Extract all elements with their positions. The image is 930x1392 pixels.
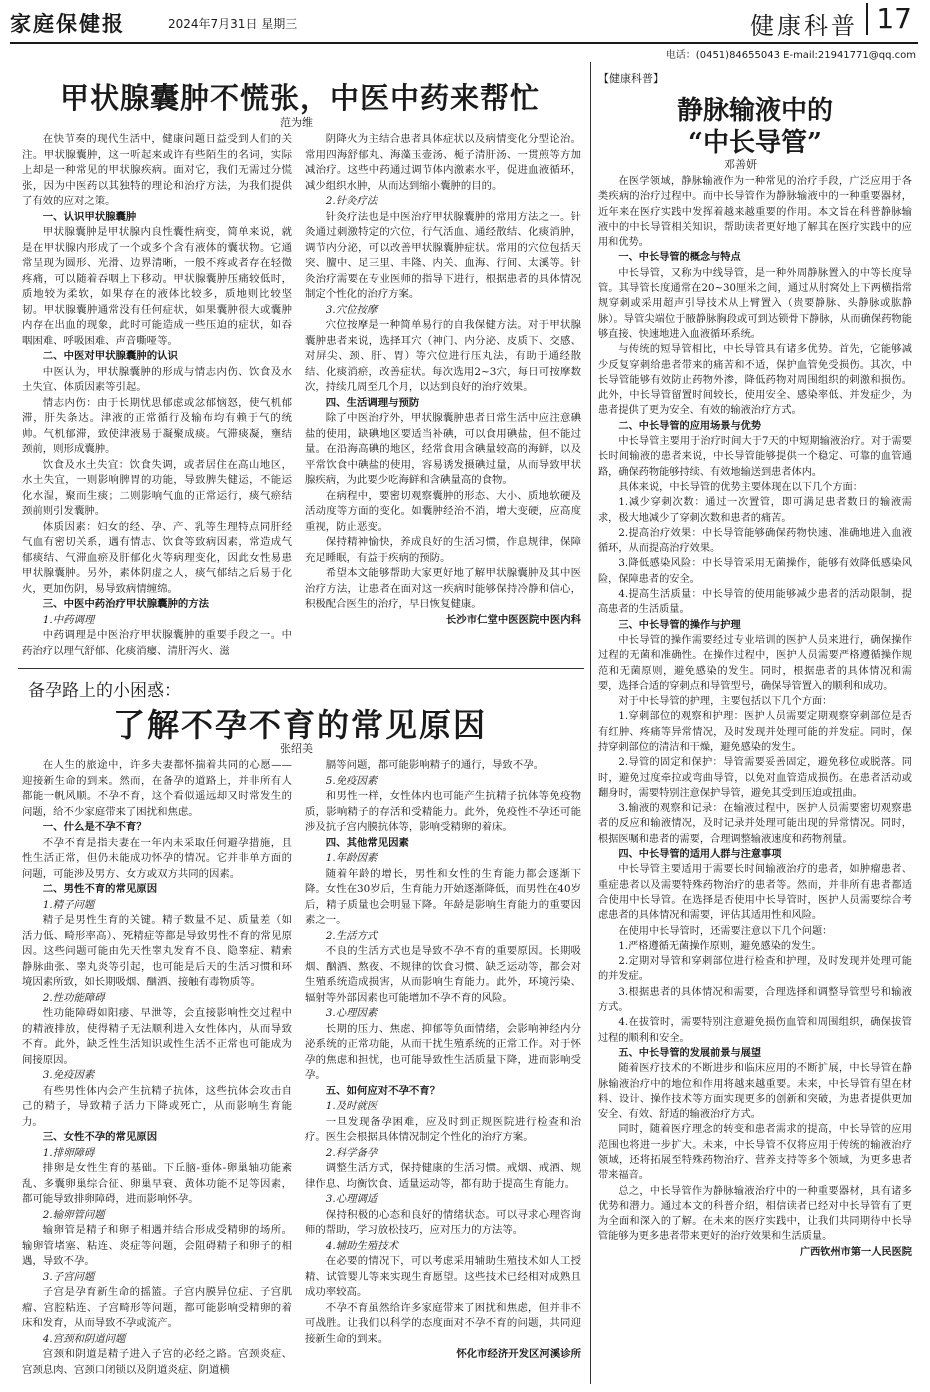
paragraph: 总之，中长导管作为静脉输液治疗中的一种重要器材，具有诸多优势和潜力。通过本文的科普介绍，相信读者已经对中长导管有了更为全面和深入的了解。在未来的医疗实践中，让我们共同期待中长导管能够为更多患者带来更好的治疗效果和生活质量。 <box>598 1185 912 1243</box>
paragraph: 保持精神愉快，养成良好的生活习惯，作息规律，保障充足睡眠，有益于疾病的预防。 <box>305 536 581 564</box>
source-line: 长沙市仁堂中医医院中医内科 <box>445 613 581 626</box>
article2-pretitle: 备孕路上的小困惑： <box>28 681 181 701</box>
paragraph: 情志内伤：由于长期忧思郁虑或忿郁恼怒，使气机郁滞，肝失条达。津液的正常循行及输布均有赖于气的统帅。气机郁滞，致使津液易于凝聚成痰。气滞痰凝，壅结颈前，则形成囊肿。 <box>22 396 292 455</box>
subheading: 3.心理因素 <box>325 1007 378 1019</box>
numbered-item: 2.导管的固定和保护：导管需要妥善固定，避免移位或脱落。同时，避免过度牵拉或弯曲导管，以免对血管造成损伤。在患者活动或翻身时，需要特别注意保护导管，避免其受到压迫或扭曲。 <box>598 757 912 799</box>
paragraph: 阴降火为主结合患者具体症状以及病情变化分型论治。常用四海舒郁丸、海藻玉壶汤、栀子清肝汤、一贯煎等方加减治疗。这些中药通过调节体内激素水平，促进血液循环，减少组织水肿，从而达到缩小囊肿的目的。 <box>305 133 581 192</box>
paragraph: 不良的生活方式也是导致不孕不育的重要原因。长期吸烟、酗酒、熬夜、不规律的饮食习惯、缺乏运动等，都会对生殖系统造成损害，从而影响生育能力。此外，环境污染、辐射等外部因素也可能增加不孕不育的风险。 <box>305 945 581 1004</box>
numbered-item: 3.根据患者的具体情况和需要，合理选择和调整导管型号和输液方式。 <box>598 986 912 1014</box>
section-heading: 二、中长导管的应用场景与优势 <box>618 420 762 432</box>
section-heading: 三、中医中药治疗甲状腺囊肿的方法 <box>42 598 210 610</box>
paragraph: 希望本文能够帮助大家更好地了解甲状腺囊肿及其中医治疗方法，让患者在面对这一疾病时能够保持冷静和信心，积极配合医生的治疗，早日恢复健康。 <box>305 567 581 610</box>
article3-body <box>598 174 912 1386</box>
column-divider <box>590 62 591 1384</box>
article3-title-line1: 静脉输液中的 <box>676 96 833 126</box>
paragraph: 穴位按摩是一种简单易行的自我保健方法。对于甲状腺囊肿患者来说，选择耳穴（神门、内分泌、皮质下、交感、对屏尖、颈、肝、胃）等穴位进行压丸法，有助于通经散结、化痰消瘀，改善症状。每次选用2~3穴，每日可按摩数次，持续几周至几个月，以达到良好的治疗效果。 <box>305 319 581 393</box>
subheading: 1.及时就医 <box>325 1100 378 1112</box>
article1-author: 范为维 <box>280 116 313 129</box>
section-heading: 五、如何应对不孕不育？ <box>325 1084 441 1097</box>
paragraph: 同时，随着医疗理念的转变和患者需求的提高，中长导管的应用范围也将进一步扩大。未来，中长导管不仅将应用于传统的输液治疗领域，还将拓展至特殊药物治疗、营养支持等多个领域，为更多患者带来福音。 <box>598 1124 912 1182</box>
paper-name: 家庭保健报 <box>10 11 125 36</box>
numbered-item: 1.严格遵循无菌操作原则，避免感染的发生。 <box>618 940 822 952</box>
section-heading: 三、女性不孕的常见原因 <box>42 1131 158 1143</box>
source-line: 广西钦州市第一人民医院 <box>799 1246 912 1258</box>
subheading: 2.科学备孕 <box>325 1146 378 1159</box>
subheading: 1.年龄因素 <box>325 852 378 864</box>
subheading: 3.心理调适 <box>325 1193 378 1205</box>
section-heading: 一、中长导管的概念与特点 <box>618 252 741 264</box>
paragraph: 不孕不育虽然给许多家庭带来了困扰和焦虑，但并非不可战胜。让我们以科学的态度面对不孕不育的问题，共同迎接新生命的到来。 <box>305 1301 581 1345</box>
paragraph: 饮食及水土失宜：饮食失调，或者居住在高山地区，水土失宜，一则影响脾胃的功能，导致脾失健运，不能运化水湿，聚而生痰；二则影响气血的正常运行，痰气瘀结颈前则引发囊肿。 <box>22 458 292 517</box>
section-heading: 一、什么是不孕不育？ <box>42 821 147 833</box>
subheading: 2.输卵管问题 <box>42 1208 105 1221</box>
subheading: 3.穴位按摩 <box>325 303 378 316</box>
paragraph: 中医认为，甲状腺囊肿的形成与情志内伤、饮食及水土失宜、体质因素等引起。 <box>22 365 292 393</box>
subheading: 2.生活方式 <box>325 929 378 942</box>
masthead-rule <box>10 42 918 44</box>
article2-title: 了解不孕不育的常见原因 <box>112 706 487 744</box>
paragraph: 中长导管主要用于治疗时间大于7天的中短期输液治疗。对于需要长时间输液的患者来说，中长导管能够提供一个稳定、可靠的血管通路，确保药物能够持续、有效地输送到患者体内。 <box>598 436 912 478</box>
article1-column-1 <box>22 132 292 660</box>
paragraph: 与传统的短导管相比，中长导管具有诸多优势。首先，它能够减少反复穿刺给患者带来的痛苦和不适，保护血管免受损伤。其次，中长导管能够有效防止药物外渗，降低药物对周围组织的刺激和损伤。此外，中长导管留置时间较长，使用安全、感染率低、并发症少，为患者提供了更为安全、有效的输液治疗方式。 <box>598 344 912 417</box>
subheading: 1.排卵障碍 <box>42 1146 95 1159</box>
paragraph: 保持积极的心态和良好的情绪状态。可以寻求心理咨询师的帮助，学习放松技巧，应对压力的方法等。 <box>305 1208 581 1236</box>
paragraph: 和男性一样，女性体内也可能产生抗精子抗体等免疫物质，影响精子的存活和受精能力。此外，免疫性不孕还可能涉及抗子宫内膜抗体等，影响受精卵的着床。 <box>305 790 581 833</box>
article3-author: 邓善妍 <box>724 158 757 171</box>
section-heading: 四、其他常见因素 <box>325 836 409 849</box>
masthead <box>0 0 930 44</box>
numbered-item: 4.在拔管时，需要特别注意避免损伤血管和周围组织，确保拔管过程的顺利和安全。 <box>598 1017 912 1044</box>
paragraph: 对于中长导管的护理，主要包括以下几个方面： <box>618 696 833 708</box>
paragraph: 体质因素：妇女的经、孕、产、乳等生理特点同肝经气血有密切关系，遇有情志、饮食等致病因素，常造成气郁痰结、气滞血瘀及肝郁化火等病理变化，因此女性易患甲状腺囊肿。另外，素体阴虚之人，痰气郁结之后易于化火，更加伤阴，易导致病情缠绵。 <box>22 520 292 595</box>
section-heading: 二、男性不育的常见原因 <box>42 883 158 895</box>
subheading: 3.子宫问题 <box>42 1270 95 1283</box>
paragraph: 不孕不育是指夫妻在一年内未采取任何避孕措施，且性生活正常，但仍未能成功怀孕的情况。它并非单方面的问题，可能涉及男方、女方或双方共同的因素。 <box>22 836 292 880</box>
issue-date: 2024年7月31日 星期三 <box>168 17 298 31</box>
subheading: 5.免疫因素 <box>325 774 378 787</box>
numbered-item: 2.定期对导管和穿刺部位进行检查和护理，及时发现并处理可能的并发症。 <box>598 956 912 983</box>
paragraph: 性功能障碍如阳痿、早泄等，会直接影响性交过程中的精液排放，使得精子无法顺利进入女性体内，从而导致不育。此外，缺乏性生活知识或性生活不正常也可能成为间接原因。 <box>22 1007 292 1066</box>
paragraph: 子宫是孕育新生命的摇篮。子宫内膜异位症、子宫肌瘤、宫腔粘连、子宫畸形等问题，都可能影响受精卵的着床和发育，从而导致不孕或流产。 <box>22 1286 292 1329</box>
article2-author: 张绍美 <box>280 742 313 755</box>
numbered-item: 2.提高治疗效果：中长导管能够确保药物快速、准确地进入血液循环，从而提高治疗效果。 <box>598 527 912 555</box>
paragraph: 在人生的旅途中，许多夫妻都怀揣着共同的心愿——迎接新生命的到来。然而，在备孕的道路上，并非所有人都能一帆风顺。不孕不育，这个看似遥远却又时常发生的问题，给不少家庭带来了困扰和焦虑。 <box>22 759 292 818</box>
subheading: 3.免疫因素 <box>42 1069 95 1081</box>
section-heading: 二、中医对甲状腺囊肿的认识 <box>42 350 178 362</box>
paragraph: 输卵管是精子和卵子相遇并结合形成受精卵的场所。输卵管堵塞、粘连、炎症等问题，会阻碍精子和卵子的相遇，导致不孕。 <box>22 1224 292 1267</box>
paragraph: 在使用中长导管时，还需要注意以下几个问题： <box>618 925 833 937</box>
numbered-item: 1.穿刺部位的观察和护理：医护人员需要定期观察穿刺部位是否有红肿、疼痛等异常情况，及时发现并处理可能的并发症。同时，保持穿刺部位的清洁和干燥，避免感染的发生。 <box>598 711 912 753</box>
article3-title-line2: “中长导管” <box>688 128 822 158</box>
article1-title: 甲状腺囊肿不慌张，中医中药来帮忙 <box>59 81 540 115</box>
paragraph: 中长导管，又称为中线导管，是一种外周静脉置入的中等长度导管。其导管长度通常在20~30厘米之间，通过从肘窝处上下两横指常规穿刺或采用超声引导技术从上臂置入（贵要静脉、头静脉或肱静脉）。导管尖端位于腋静脉胸段或可到达锁骨下静脉，从而确保药物能够直接、快速地进入血液循环系统。 <box>598 267 912 340</box>
paragraph: 在必要的情况下，可以考虑采用辅助生殖技术如人工授精、试管婴儿等来实现生育愿望。这些技术已经相对成熟且成功率较高。 <box>305 1255 581 1298</box>
paragraph: 甲状腺囊肿是甲状腺内良性囊性病变，简单来说，就是在甲状腺内形成了一个或多个含有液体的囊状物。它通常呈现为圆形、光滑、边界清晰，一般不疼或者存在轻微疼痛，可以随着吞咽上下移动。甲状腺囊肿压痛较低时，质地较为柔软，如果存在的液体比较多，质地则比较坚韧。甲状腺囊肿通常没有任何症状，如果囊肿很大或囊肿内存在出血的现象，此时可能造成一些压迫的症状，如吞咽困难、呼吸困难、声音嘶哑等。 <box>22 226 292 347</box>
paragraph: 在病程中，要密切观察囊肿的形态、大小、质地软硬及活动度等方面的变化。如囊肿经治不消，增大变硬，应高度重视，防止恶变。 <box>305 489 581 533</box>
numbered-item: 4.提高生活质量：中长导管的使用能够减少患者的活动限制，提高患者的生活质量。 <box>598 589 912 616</box>
subheading: 2.性功能障碍 <box>42 991 105 1004</box>
paragraph: 中长导管主要适用于需要长时间输液治疗的患者，如肿瘤患者、重症患者以及需要特殊药物治疗的患者等。然而，并非所有患者都适合使用中长导管。在选择是否使用中长导管时，医护人员需要综合考虑患者的具体情况和需要，评估其适用性和风险。 <box>598 864 912 922</box>
paragraph: 宫颈和阴道是精子进入子宫的必经之路。宫颈炎症、宫颈息肉、宫颈口闭锁以及阴道炎症、阴道横 <box>22 1348 292 1376</box>
section-name: 健康科普 <box>750 12 858 40</box>
section-heading: 四、中长导管的适用人群与注意事项 <box>618 849 782 861</box>
article2-column-2 <box>305 758 581 1386</box>
article2-column-1 <box>22 758 292 1386</box>
paragraph: 中药调理是中医治疗甲状腺囊肿的重要手段之一。中药治疗以理气舒郁、化痰消瘿、清肝泻火、滋 <box>22 629 292 657</box>
contact-line: 电话：(0451)84655043 E-mail:21941771@qq.com <box>665 50 916 61</box>
paragraph: 调整生活方式，保持健康的生活习惯。戒烟、戒酒、规律作息、均衡饮食、适量运动等，都有助于提高生育能力。 <box>305 1162 581 1190</box>
subheading: 2.针灸疗法 <box>325 195 378 207</box>
paragraph: 膈等问题，都可能影响精子的通行，导致不孕。 <box>325 759 544 771</box>
paragraph: 针灸疗法也是中医治疗甲状腺囊肿的常用方法之一。针灸通过刺激特定的穴位，行气活血、通经散结、化痰消肿，调节内分泌，可以改善甲状腺囊肿症状。常用的穴位包括天突、膻中、足三里、丰隆、内关、血海、行间、太溪等。针灸治疗需要在专业医师的指导下进行，根据患者的具体情况制定个性化的治疗方案。 <box>305 210 581 300</box>
paragraph: 中长导管的操作需要经过专业培训的医护人员来进行，确保操作过程的无菌和准确性。在操作过程中，医护人员需要严格遵循操作规范和无菌原则，避免感染的发生。同时，根据患者的具体情况和需要，选择合适的穿刺点和导管型号，确保导管置入的顺利和成功。 <box>598 634 912 692</box>
section-heading: 五、中长导管的发展前景与展望 <box>618 1047 762 1059</box>
paragraph: 一旦发现备孕困难，应及时到正规医院进行检查和治疗。医生会根据具体情况制定个性化的治疗方案。 <box>305 1115 581 1143</box>
paragraph: 随着医疗技术的不断进步和临床应用的不断扩展，中长导管在静脉输液治疗中的地位和作用将越来越重要。未来，中长导管有望在材料、设计、操作技术等方面实现更多的创新和突破，为患者提供更加安全、有效、舒适的输液治疗方式。 <box>598 1063 912 1121</box>
page-number: 17 <box>866 3 912 35</box>
section-heading: 三、中长导管的操作与护理 <box>618 619 741 631</box>
subheading: 4.辅助生殖技术 <box>325 1239 399 1252</box>
numbered-item: 3.输液的观察和记录：在输液过程中，医护人员需要密切观察患者的反应和输液情况，及时记录并处理可能出现的异常情况。同时，根据医嘱和患者的需要，合理调整输液速度和药物剂量。 <box>598 803 912 845</box>
article3-tag: 【健康科普】 <box>598 72 664 85</box>
numbered-item: 1.减少穿刺次数：通过一次置管，即可满足患者数日的输液需求，极大地减少了穿刺次数和患者的痛苦。 <box>598 497 912 524</box>
paragraph: 随着年龄的增长，男性和女性的生育能力都会逐渐下降。女性在30岁后，生育能力开始逐渐降低，而男性在40岁后，精子质量也会明显下降。年龄是影响生育能力的重要因素之一。 <box>305 867 581 926</box>
subheading: 1.中药调理 <box>42 613 95 626</box>
section-heading: 四、生活调理与预防 <box>325 396 420 409</box>
paragraph: 除了中医治疗外，甲状腺囊肿患者日常生活中应注意碘盐的使用，缺碘地区要适当补碘，可以食用碘盐，但不能过量。在沿海高碘的地区，经常食用含碘量较高的海鲜，以及平常饮食中碘盐的使用，容易诱发摄碘过量，从而导致甲状腺疾病，为此要少吃海鲜和含碘量高的食物。 <box>305 412 581 486</box>
paragraph: 在医学领域，静脉输液作为一种常见的治疗手段，广泛应用于各类疾病的治疗过程中。而中长导管作为静脉输液中的一种重要器材，近年来在医疗实践中发挥着越来越重要的作用。本文旨在科普静脉输液中的中长导管相关知识，帮助读者更好地了解其在医疗实践中的应用和优势。 <box>598 176 912 249</box>
source-line: 怀化市经济开发区河溪诊所 <box>456 1348 581 1360</box>
paragraph: 长期的压力、焦虑、抑郁等负面情绪，会影响神经内分泌系统的正常功能，从而干扰生殖系统的正常工作。对于怀孕的焦虑和担忧，也可能导致性生活质量下降，进而影响受孕。 <box>305 1022 581 1081</box>
paragraph: 有些男性体内会产生抗精子抗体，这些抗体会攻击自己的精子，导致精子活力下降或死亡，从而影响生育能力。 <box>22 1084 292 1128</box>
section-heading: 一、认识甲状腺囊肿 <box>42 210 137 223</box>
subheading: 4.宫颈和阴道问题 <box>42 1332 126 1345</box>
article1-column-2 <box>305 132 581 660</box>
paragraph: 精子是男性生育的关键。精子数量不足、质量差（如活力低、畸形率高）、死精症等都是导致男性不育的常见原因。这些问题可能由先天性睾丸发育不良、隐睾症、精索静脉曲张、睾丸炎等引起，也可能是后天的生活习惯和环境因素所致，如长期吸烟、酗酒、接触有毒物质等。 <box>22 914 292 988</box>
numbered-item: 3.降低感染风险：中长导管采用无菌操作，能够有效降低感染风险，保障患者的安全。 <box>598 558 912 585</box>
paragraph: 具体来说，中长导管的优势主要体现在以下几个方面： <box>618 481 863 493</box>
subheading: 1.精子问题 <box>42 898 95 911</box>
article-divider <box>18 668 584 669</box>
paragraph: 在快节奏的现代生活中，健康问题日益受到人们的关注。甲状腺囊肿，这一听起来或许有些陌生的名词，实际上却是一种常见的甲状腺疾病。面对它，我们无需过分慌张，因为中医药以其独特的理论和治疗方法，为我们提供了有效的应对之策。 <box>22 133 292 207</box>
paragraph: 排卵是女性生育的基础。下丘脑-垂体-卵巢轴功能紊乱、多囊卵巢综合征、卵巢早衰、黄体功能不足等因素，都可能导致排卵障碍，进而影响怀孕。 <box>22 1162 292 1205</box>
